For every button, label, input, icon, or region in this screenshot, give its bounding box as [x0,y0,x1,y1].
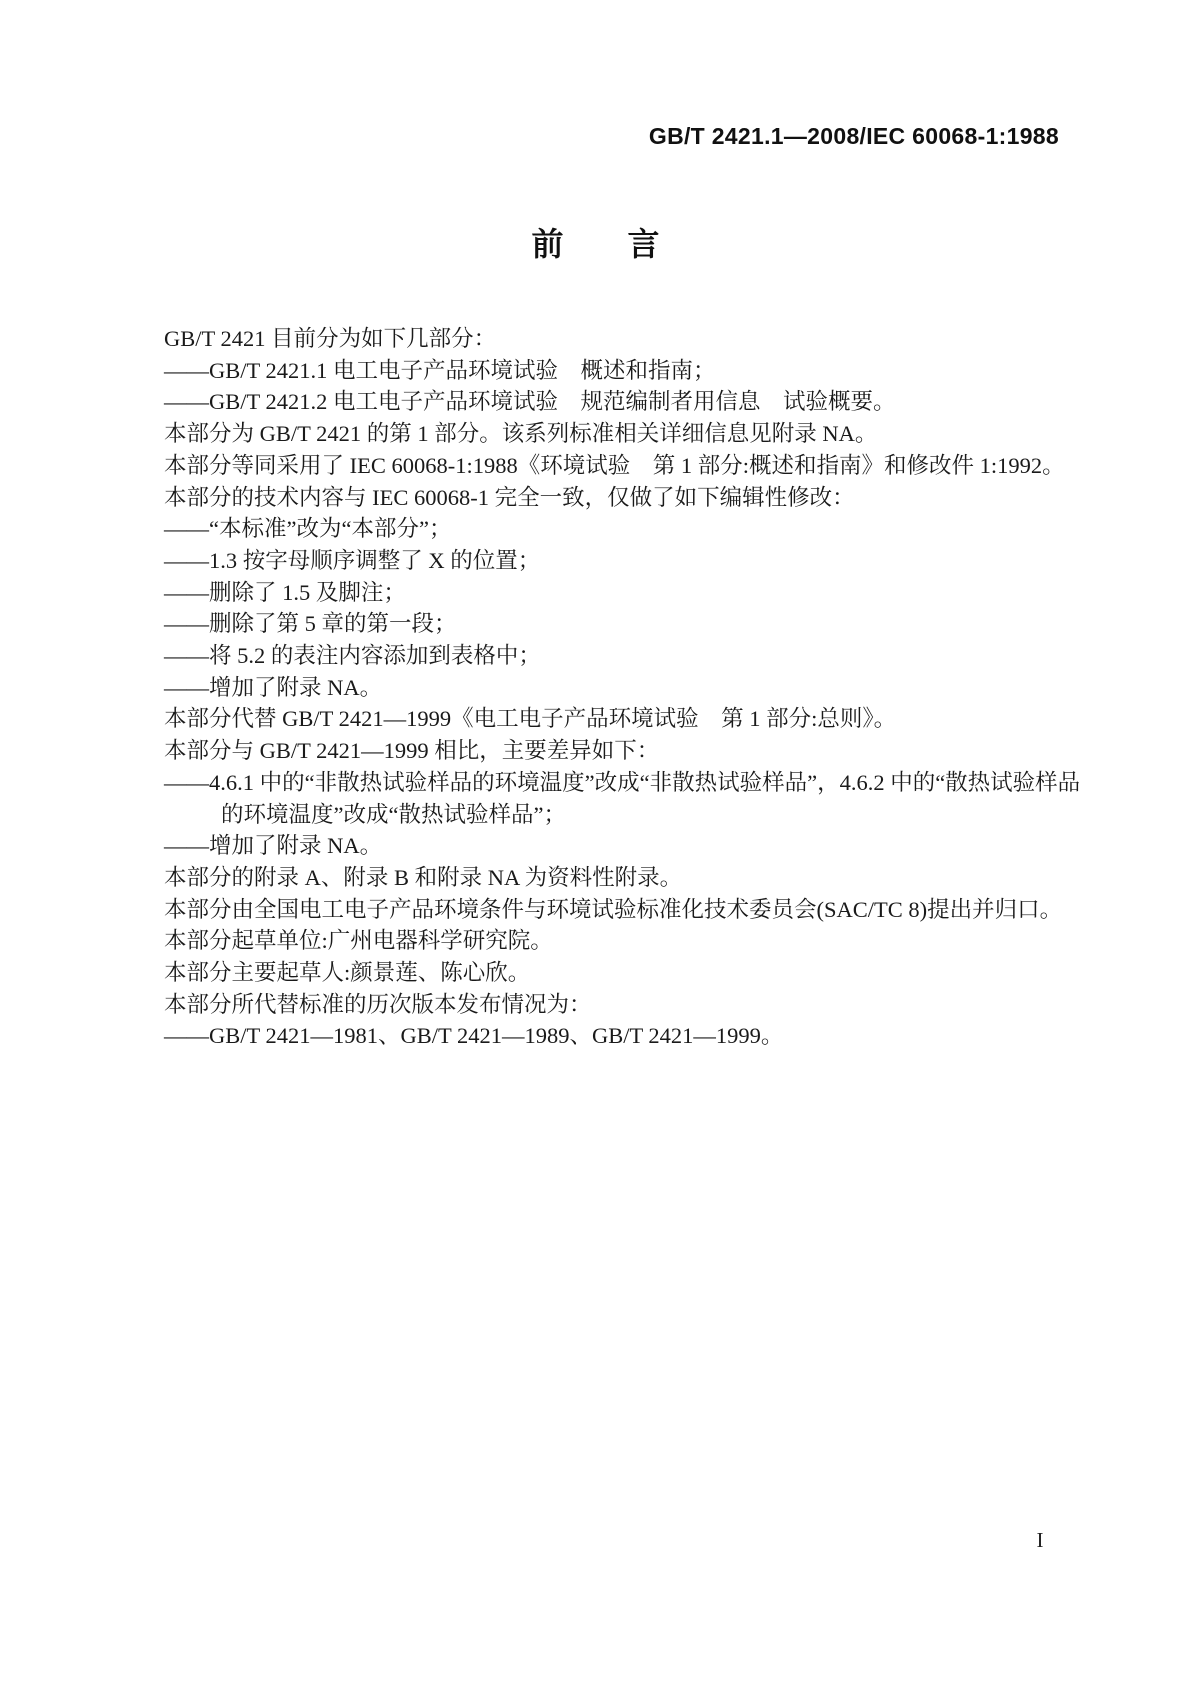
foreword-line: ——将 5.2 的表注内容添加到表格中； [164,643,541,669]
foreword-line: 本部分由全国电工电子产品环境条件与环境试验标准化技术委员会(SAC/TC 8)提出并归口。 [164,896,1063,922]
foreword-line: ——删除了 1.5 及脚注； [164,579,406,605]
foreword-line: 本部分主要起草人:颜景莲、陈心欣。 [164,960,531,986]
foreword-line: 本部分等同采用了 IEC 60068-1:1988《环境试验 第 1 部分:概述和指南》和修改件 1:1992。 [164,452,1065,478]
foreword-line: ——“本标准”改为“本部分”； [164,516,452,542]
page-title: 前 言 [531,226,660,262]
foreword-line: ——删除了第 5 章的第一段； [164,611,457,637]
foreword-line: 本部分代替 GB/T 2421—1999《电工电子产品环境试验 第 1 部分:总则》。 [164,706,897,732]
foreword-line: ——GB/T 2421.2 电工电子产品环境试验 规范编制者用信息 试验概要。 [164,389,896,415]
foreword-line: ——4.6.1 中的“非散热试验样品的环境温度”改成“非散热试验样品”，4.6.2 中的“散热试验样品 [164,769,1081,795]
foreword-line: ——增加了附录 NA。 [164,674,383,700]
foreword-body [164,323,1081,1052]
page-number: I [1036,1528,1044,1552]
foreword-line: ——增加了附录 NA。 [164,833,383,859]
foreword-line: 本部分为 GB/T 2421 的第 1 部分。该系列标准相关详细信息见附录 NA。 [164,421,878,447]
foreword-line: 的环境温度”改成“散热试验样品”； [221,801,566,827]
standard-number-header: GB/T 2421.1—2008/IEC 60068-1:1988 [648,123,1059,149]
foreword-line: ——GB/T 2421—1981、GB/T 2421—1989、GB/T 2421—1999。 [164,1023,784,1049]
foreword-line: 本部分与 GB/T 2421—1999 相比，主要差异如下： [164,738,660,764]
foreword-line: 本部分的技术内容与 IEC 60068-1 完全一致，仅做了如下编辑性修改： [164,484,855,510]
foreword-line: ——GB/T 2421.1 电工电子产品环境试验 概述和指南； [164,357,716,383]
foreword-line: GB/T 2421 目前分为如下几部分： [164,326,497,351]
foreword-line: 本部分所代替标准的历次版本发布情况为： [164,991,592,1017]
foreword-line: ——1.3 按字母顺序调整了 X 的位置； [164,547,541,573]
foreword-line: 本部分起草单位:广州电器科学研究院。 [164,928,553,954]
foreword-line: 本部分的附录 A、附录 B 和附录 NA 为资料性附录。 [164,864,683,890]
